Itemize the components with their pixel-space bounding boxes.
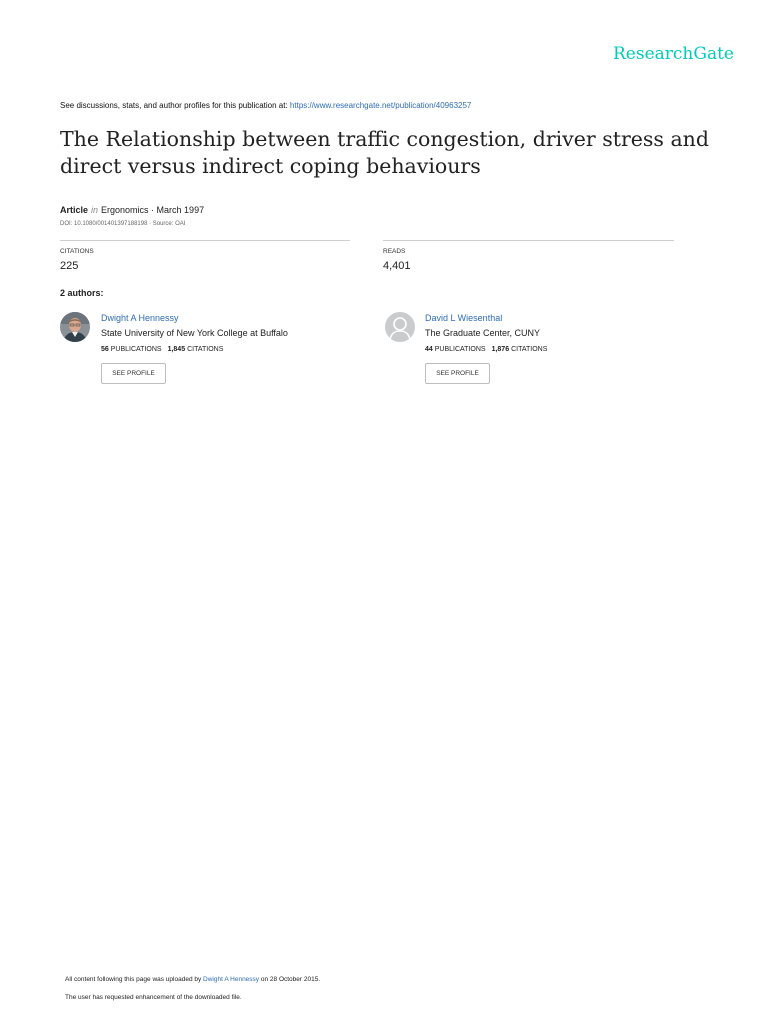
author-2-stats	[425, 346, 547, 353]
author-1-stats	[101, 346, 223, 353]
author-1-see-profile-button[interactable]: SEE PROFILE	[101, 363, 166, 384]
author-2-citations-count: 1,876	[491, 346, 510, 353]
publication-type: Article	[60, 205, 89, 215]
author-1-avatar-icon[interactable]	[60, 312, 90, 342]
discussion-prefix: See discussions, stats, and author profiles for this publication at:	[60, 101, 288, 110]
author-2-name-link[interactable]	[425, 313, 502, 323]
author-1-citations-count: 1,845	[167, 346, 186, 353]
author-2-publications-count: 44	[425, 346, 433, 353]
reads-label: READS	[383, 248, 406, 255]
researchgate-logo[interactable]: ResearchGate	[613, 44, 734, 64]
discussion-line	[60, 101, 471, 110]
author-1-name[interactable]: Dwight A Hennessy	[101, 313, 179, 323]
author-2-see-profile-button[interactable]: SEE PROFILE	[425, 363, 490, 384]
publication-url-link[interactable]: https://www.researchgate.net/publication/40963257	[289, 101, 472, 110]
reads-value: 4,401	[383, 260, 411, 272]
author-2-avatar-icon[interactable]	[385, 312, 415, 342]
venue-date: Ergonomics · March 1997	[101, 205, 205, 215]
doi-line: DOI: 10.1080/001401397188198 · Source: OAI	[60, 221, 186, 227]
author-2-publications-label: PUBLICATIONS	[434, 346, 486, 353]
citations-label: CITATIONS	[60, 248, 94, 255]
in-word: in	[91, 205, 99, 215]
citations-divider	[60, 240, 350, 241]
upload-prefix: All content following this page was uploaded by	[65, 976, 202, 983]
upload-suffix: on 28 October 2015.	[260, 976, 321, 983]
author-1-citations-label: CITATIONS	[187, 346, 224, 353]
author-2-affiliation: The Graduate Center, CUNY	[425, 328, 541, 338]
citations-value: 225	[60, 260, 79, 272]
author-1-publications-label: PUBLICATIONS	[110, 346, 162, 353]
publication-title: The Relationship between traffic congestion, driver stress and direct versus indirect coping behaviours	[60, 127, 710, 178]
authors-heading: 2 authors:	[60, 288, 104, 298]
uploader-link[interactable]: Dwight A Hennessy	[203, 976, 260, 983]
reads-divider	[383, 240, 674, 241]
publication-meta	[60, 205, 204, 215]
author-2-name[interactable]: David L Wiesenthal	[425, 313, 503, 323]
enhancement-note: The user has requested enhancement of the downloaded file.	[65, 994, 242, 1001]
author-1-publications-count: 56	[101, 346, 109, 353]
author-1-affiliation: State University of New York College at Buffalo	[101, 328, 288, 338]
author-1-name-link[interactable]	[101, 313, 179, 323]
author-2-citations-label: CITATIONS	[511, 346, 548, 353]
upload-note	[65, 976, 320, 983]
